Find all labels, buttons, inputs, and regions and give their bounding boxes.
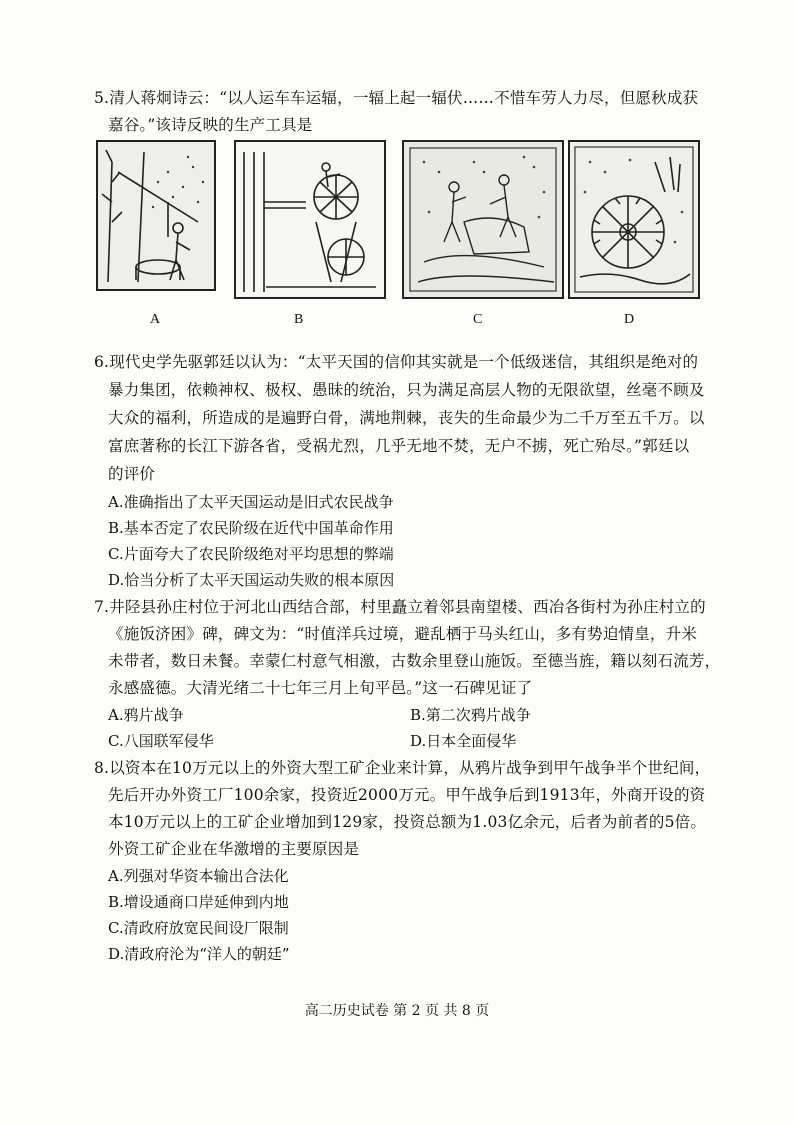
q7-stem-line3: 未带者，数日未餐。幸蒙仁村意气相激，古数余里登山施饭。至德当旌，籍以刻石流芳， <box>108 652 721 670</box>
figure-c-label: C <box>473 312 483 327</box>
figure-a-well-sweep <box>96 140 216 291</box>
q8-stem-line3: 本10万元以上的工矿企业增加到129家，投资总额为1.03亿余元，后者为前者的5倍。 <box>108 813 707 831</box>
q6-stem-line1: 6.现代史学先驱郭廷以认为：“太平天国的信仰其实就是一个低级迷信，其组织是绝对的 <box>94 353 699 371</box>
figure-d-label: D <box>624 312 635 327</box>
q8-option-a: A.列强对华资本输出合法化 <box>108 867 289 885</box>
q8-stem-line2: 先后开办外资工厂100余家，投资近2000万元。甲午战争后到1913年，外商开设的资 <box>108 786 706 804</box>
figure-d-water-wheel <box>568 140 700 299</box>
figure-a-label: A <box>150 312 161 327</box>
q8-option-c: C.清政府放宽民间设厂限制 <box>108 919 289 937</box>
q7-stem-line4: 永感盛德。大清光绪二十七年三月上旬平邑。”这一石碑见证了 <box>108 679 533 697</box>
q8-stem-line1: 8.以资本在10万元以上的外资大型工矿企业来计算，从鸦片战争到甲午战争半个世纪间， <box>94 759 711 777</box>
q7-option-b: B.第二次鸦片战争 <box>410 706 531 724</box>
q5-stem-line1: 5.清人蒋炯诗云：“以人运车车运辐，一辐上起一辐伏……不惜车劳人力尽，但愿秋成获 <box>94 89 699 107</box>
q6-stem-line5: 的评价 <box>108 465 156 483</box>
q7-option-c: C.八国联军侵华 <box>108 732 214 750</box>
q6-option-a: A.准确指出了太平天国运动是旧式农民战争 <box>108 493 394 511</box>
q6-option-c: C.片面夸大了农民阶级绝对平均思想的弊端 <box>108 545 394 563</box>
q6-stem-line3: 大众的福利，所造成的是遍野白骨，满地荆棘，丧失的生命最少为二千万至五千万。以 <box>108 409 705 427</box>
q8-option-d: D.清政府沦为“洋人的朝廷” <box>108 945 290 963</box>
q7-option-a: A.鸦片战争 <box>108 706 184 724</box>
figure-b-treadle-wheel <box>234 140 386 299</box>
q7-option-d: D.日本全面侵华 <box>410 732 517 750</box>
q8-stem-line4: 外资工矿企业在华激增的主要原因是 <box>108 840 360 858</box>
figure-b-label: B <box>294 312 304 327</box>
q6-option-d: D.恰当分析了太平天国运动失败的根本原因 <box>108 571 395 589</box>
q6-option-b: B.基本否定了农民阶级在近代中国革命作用 <box>108 519 394 537</box>
q5-stem-line2: 嘉谷。”该诗反映的生产工具是 <box>108 116 313 134</box>
page-footer: 高二历史试卷 第 2 页 共 8 页 <box>304 1003 490 1019</box>
figure-c-farming-scene <box>402 140 564 299</box>
q8-option-b: B.增设通商口岸延伸到内地 <box>108 893 289 911</box>
q7-stem-line1: 7.井陉县孙庄村位于河北山西结合部，村里矗立着邻县南望楼、西冶各街村为孙庄村立的 <box>94 598 706 616</box>
q7-stem-line2: 《施饭济困》碑，碑文为：“时值洋兵过境，避乱栖于马头红山，多有势迫情皇，升米 <box>108 625 698 643</box>
q6-stem-line2: 暴力集团，依赖神权、极权、愚昧的统治，只为满足高层人物的无限欲望，丝毫不顾及 <box>108 381 705 399</box>
q6-stem-line4: 富庶著称的长江下游各省，受祸尤烈，几乎无地不焚，无户不掳，死亡殆尽。”郭廷以 <box>108 437 690 455</box>
